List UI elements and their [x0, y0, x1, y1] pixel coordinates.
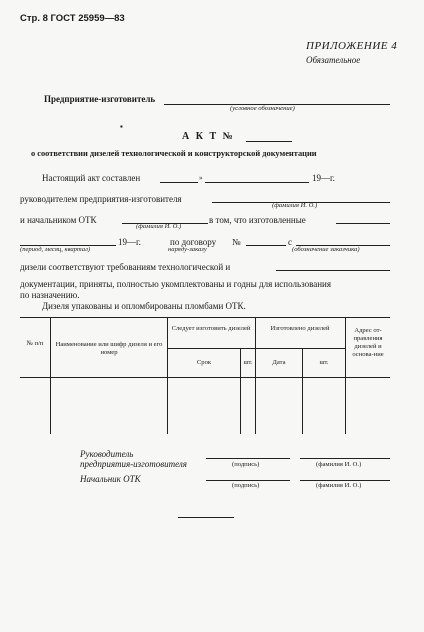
table-subheader-date: Дата	[272, 359, 286, 366]
body-line2-caption: (фамилия И. О.)	[272, 202, 318, 209]
table-header-no: № п/п	[26, 340, 44, 347]
table-subheader-pcs1: шт.	[243, 359, 253, 366]
body-line3-mid: в том, что изготовленные	[209, 215, 306, 225]
body-cap-customer: (обозначение заказчика)	[292, 246, 360, 253]
table-subheader-border	[167, 348, 345, 349]
table-subheader-pcs2: шт.	[319, 359, 329, 366]
table-col-sep-2	[167, 318, 168, 434]
body-line4-year: 19—г.	[118, 237, 141, 247]
table-subheader-term: Срок	[196, 359, 212, 366]
body-line4-number-sign: №	[232, 237, 241, 247]
sign-otk-label: Начальник ОТК	[80, 474, 141, 484]
body-cap-period: (период, месяц, квартал)	[20, 246, 91, 253]
body-line6: документации, приняты, полностью укомплектованы и годны для использования	[20, 279, 331, 289]
body-line1-quote-mark: »	[199, 174, 203, 182]
table-col-sep-1	[50, 318, 51, 434]
body-line7: по назначению.	[20, 290, 80, 300]
body-line5-line	[276, 270, 390, 271]
act-subtitle: о соответствии дизелей технологической и конструкторской документации	[31, 149, 317, 158]
bullet-mark: ▪	[120, 122, 123, 131]
sign-head-sign-caption: (подпись)	[232, 461, 260, 468]
body-line3-end-line	[336, 223, 390, 224]
body-cap-order: наряду-заказу	[168, 246, 207, 253]
act-number-line	[246, 141, 292, 142]
act-title: А К Т №	[182, 131, 235, 142]
table-col-sep-4	[255, 318, 256, 434]
appendix-subtitle: Обязательное	[306, 55, 361, 65]
manufacturer-label: Предприятие-изготовитель	[44, 94, 156, 104]
sign-head-label-1: Руководитель	[80, 449, 134, 459]
table-header-address: Адрес от-правления дизелей и основа-ние	[352, 327, 384, 358]
body-line1-prefix: Настоящий акт составлен	[42, 173, 141, 183]
table-top-border	[20, 317, 390, 318]
body-line4-number-line	[246, 245, 286, 246]
sign-head-sign-line	[206, 458, 290, 459]
sign-head-label-2: предприятия-изготовителя	[80, 459, 187, 469]
table-header-name: Наименование или шифр дизеля и его номер	[55, 341, 163, 356]
body-line1-date-day	[160, 182, 198, 183]
table-header-border	[20, 377, 390, 378]
body-line4-from: с	[288, 237, 292, 247]
body-line1-year: 19—г.	[312, 173, 335, 183]
sign-otk-name-caption: (фамилия И. О.)	[316, 482, 362, 489]
sign-otk-sign-line	[206, 480, 290, 481]
appendix-title: ПРИЛОЖЕНИЕ 4	[306, 40, 398, 52]
sign-head-name-caption: (фамилия И. О.)	[316, 461, 362, 468]
body-line2-prefix: руководителем предприятия-изготовителя	[20, 194, 182, 204]
body-line1-date-month	[205, 182, 309, 183]
footer-rule	[178, 517, 234, 518]
manufacturer-caption: (условное обозначение)	[230, 105, 295, 112]
page-header: Стр. 8 ГОСТ 25959—83	[20, 13, 125, 24]
sign-otk-sign-caption: (подпись)	[232, 482, 260, 489]
body-line5: дизели соответствуют требованиям технологической и	[20, 262, 231, 272]
sign-otk-name-line	[300, 480, 390, 481]
sign-head-name-line	[300, 458, 390, 459]
body-line4-contract: по договору	[170, 237, 217, 247]
table-header-made: Изготовлено дизелей	[270, 325, 330, 332]
body-line3-caption: (фамилия И. О.)	[136, 223, 182, 230]
body-line8: Дизеля упакованы и опломбированы пломбами ОТК.	[42, 301, 246, 311]
table-header-should: Следует изготовить дизелей	[171, 325, 251, 332]
body-line3-prefix: и начальником ОТК	[20, 215, 97, 225]
